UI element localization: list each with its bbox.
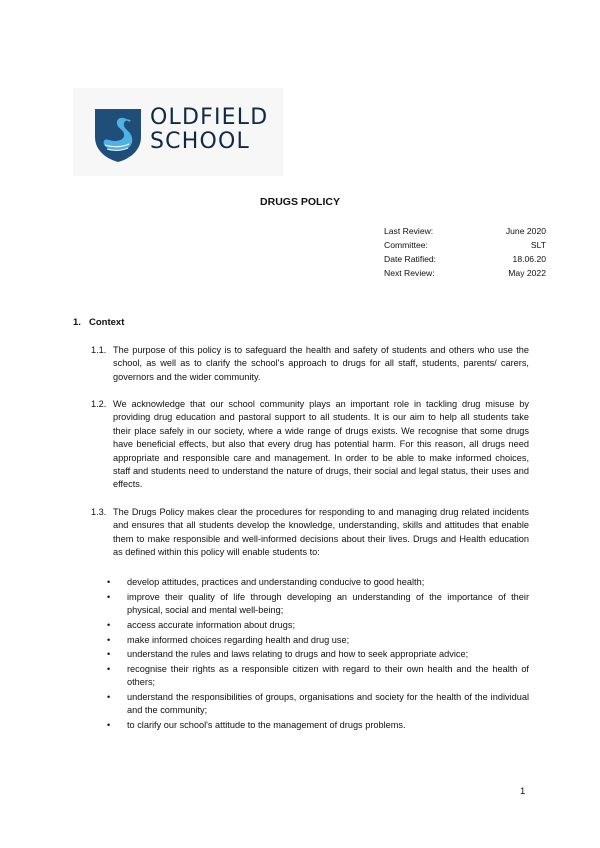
bullet-list: [107, 576, 529, 734]
bullet-icon: •: [107, 649, 111, 660]
meta-row-next-review: [384, 266, 546, 280]
list-item: [107, 648, 529, 661]
list-item: [107, 619, 529, 632]
review-metadata: [384, 224, 546, 280]
bullet-icon: •: [107, 591, 111, 602]
bullet-icon: •: [107, 619, 111, 630]
document-title: DRUGS POLICY: [260, 196, 340, 208]
bullet-icon: •: [107, 720, 111, 731]
paragraph-number: 1.3.: [91, 507, 107, 517]
list-item-text: recognise their rights as a responsible citizen with regard to their own health and the health of others;: [127, 663, 529, 688]
page-number: 1: [520, 786, 526, 797]
list-item-text: make informed choices regarding health and drug use;: [127, 634, 350, 645]
section-heading: [73, 317, 124, 328]
paragraph-number: 1.2.: [91, 399, 107, 409]
list-item: [107, 591, 529, 618]
section-title: Context: [89, 317, 125, 328]
bullet-icon: •: [107, 692, 111, 703]
bullet-icon: •: [107, 663, 111, 674]
meta-value: May 2022: [508, 268, 546, 278]
meta-row-last-review: [384, 224, 546, 238]
meta-label: Next Review:: [384, 268, 435, 278]
meta-label: Committee:: [384, 240, 428, 250]
list-item-text: improve their quality of life through developing an understanding of the importance of their physical, social and mental well-being;: [127, 591, 529, 616]
paragraph-text: The purpose of this policy is to safeguard the health and safety of students and others who use the school, as well as to clarify the school's approach to drugs for all staff, students, parents/ carers, governors and the wider community.: [113, 345, 529, 382]
list-item: [107, 663, 529, 690]
list-item: [107, 576, 529, 589]
list-item-text: develop attitudes, practices and understanding conducive to good health;: [127, 577, 425, 587]
meta-row-date-ratified: [384, 252, 546, 266]
list-item-text: understand the rules and laws relating to drugs and how to seek appropriate advice;: [127, 649, 469, 660]
paragraph-text: The Drugs Policy makes clear the procedures for responding to and managing drug related incidents and ensures that all students develop the knowledge, understanding, skills and attitudes that enable them to make responsible and well-informed decisions about their lives. Drugs and Health education as defined within this policy will enable students to:: [113, 507, 529, 558]
list-item: [107, 691, 529, 718]
bullet-icon: •: [107, 577, 111, 587]
list-item-text: access accurate information about drugs;: [127, 619, 296, 630]
school-name-line1: OLDFIELD: [150, 105, 269, 130]
list-item: [107, 719, 529, 732]
meta-label: Date Ratified:: [384, 254, 437, 264]
paragraph-1-1: [91, 344, 529, 384]
list-item-text: to clarify our school's attitude to the management of drugs problems.: [127, 720, 406, 731]
list-item-text: understand the responsibilities of groups, organisations and society for the health of the individual and the community;: [127, 692, 529, 716]
paragraph-text: We acknowledge that our school community plays an important role in tackling drug misuse by providing drug education and pastoral support to all students. It is our aim to help all students take their place safely in our society, where a wide range of drugs exists. We recognise that some drugs have beneficial effects, but also that every drug has potential harm. For this reason, all drugs need appropriate and responsible care and management. In order to be able to make informed choices, staff and students need to understand the nature of drugs, their social and legal status, their uses and effects.: [113, 399, 529, 490]
paragraph-1-2: [91, 398, 529, 492]
paragraph-1-3: [91, 506, 529, 560]
school-name: [150, 106, 268, 154]
meta-label: Last Review:: [384, 226, 434, 236]
school-name-line2: SCHOOL: [150, 129, 250, 154]
meta-value: 18.06.20: [512, 254, 546, 264]
meta-value: SLT: [530, 240, 546, 250]
swan-crest-icon: [93, 107, 143, 163]
meta-value: June 2020: [505, 226, 546, 236]
meta-row-committee: [384, 238, 546, 252]
section-number: 1.: [73, 317, 81, 328]
paragraph-number: 1.1.: [91, 345, 107, 355]
list-item: [107, 634, 529, 647]
bullet-icon: •: [107, 634, 111, 645]
